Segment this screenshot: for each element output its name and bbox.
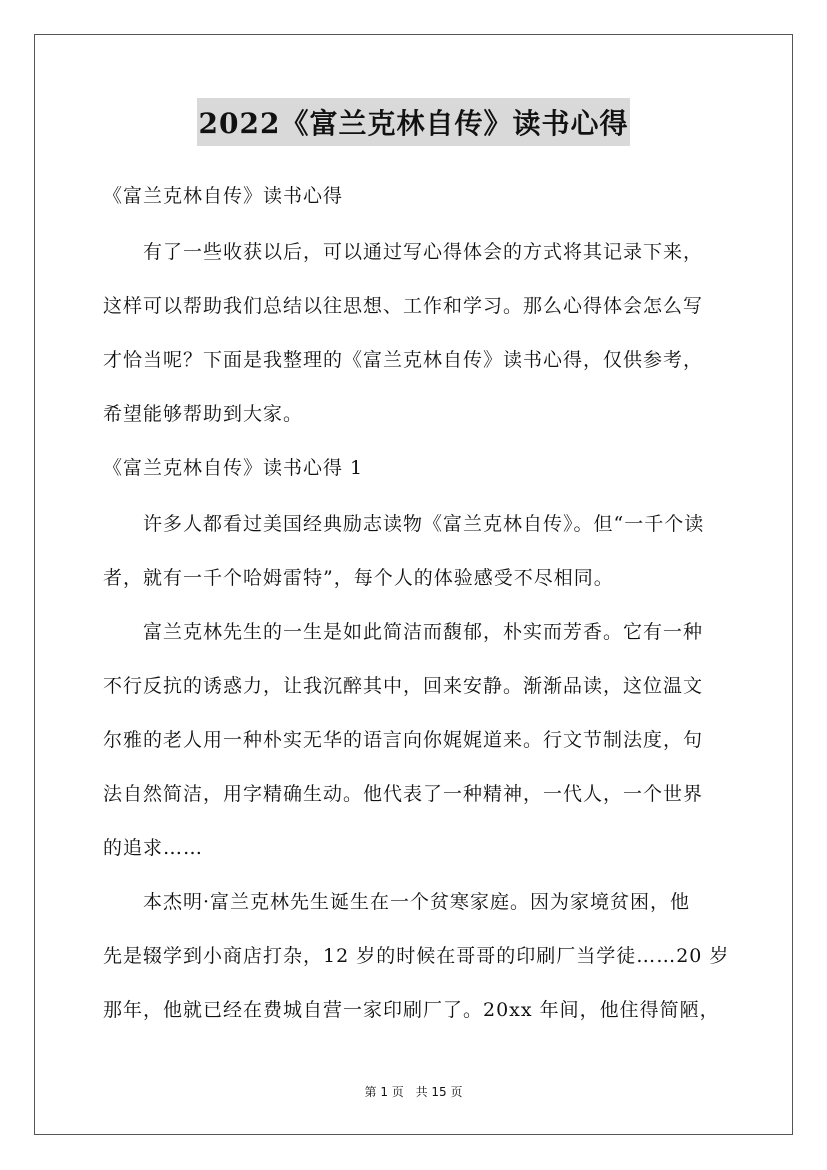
paragraph-line: 的追求…… <box>103 837 204 859</box>
paragraph-line: 那年，他就已经在费城自营一家印刷厂了。20xx 年间，他住得简陋， <box>103 999 720 1021</box>
paragraph-line: 有了一些收获以后，可以通过写心得体会的方式将其记录下来， <box>143 241 704 263</box>
paragraph-line: 尔雅的老人用一种朴实无华的语言向你娓娓道来。行文节制法度，句 <box>103 729 704 751</box>
page-footer <box>0 1083 827 1100</box>
document-title: 2022《富兰克林自传》读书心得 <box>197 98 631 146</box>
title-container <box>0 98 827 146</box>
paragraph-line: 法自然简洁，用字精确生动。他代表了一种精神，一代人，一个世界 <box>103 783 704 805</box>
paragraph-line: 者，就有一千个哈姆雷特”，每个人的体验感受不尽相同。 <box>103 567 614 589</box>
paragraph-line: 不行反抗的诱惑力，让我沉醉其中，回来安静。渐渐品读，这位温文 <box>103 675 704 697</box>
section-heading: 《富兰克林自传》读书心得 1 <box>103 457 364 479</box>
paragraph-line: 这样可以帮助我们总结以往思想、工作和学习。那么心得体会怎么写 <box>103 295 704 317</box>
paragraph-line: 本杰明·富兰克林先生诞生在一个贫寒家庭。因为家境贫困，他 <box>143 891 691 913</box>
page-number: 第 1 页 <box>364 1085 404 1099</box>
paragraph-line: 希望能够帮助到大家。 <box>103 403 304 425</box>
paragraph-line: 才恰当呢？下面是我整理的《富兰克林自传》读书心得，仅供参考， <box>103 349 704 371</box>
paragraph-line: 富兰克林先生的一生是如此简洁而馥郁，朴实而芳香。它有一种 <box>143 621 704 643</box>
paragraph-line: 许多人都看过美国经典励志读物《富兰克林自传》。但“一千个读 <box>143 513 705 535</box>
paragraph-line: 先是辍学到小商店打杂，12 岁的时候在哥哥的印刷厂当学徒……20 岁 <box>103 945 730 967</box>
page-total: 共 15 页 <box>415 1085 463 1099</box>
heading-line: 《富兰克林自传》读书心得 <box>103 185 344 207</box>
